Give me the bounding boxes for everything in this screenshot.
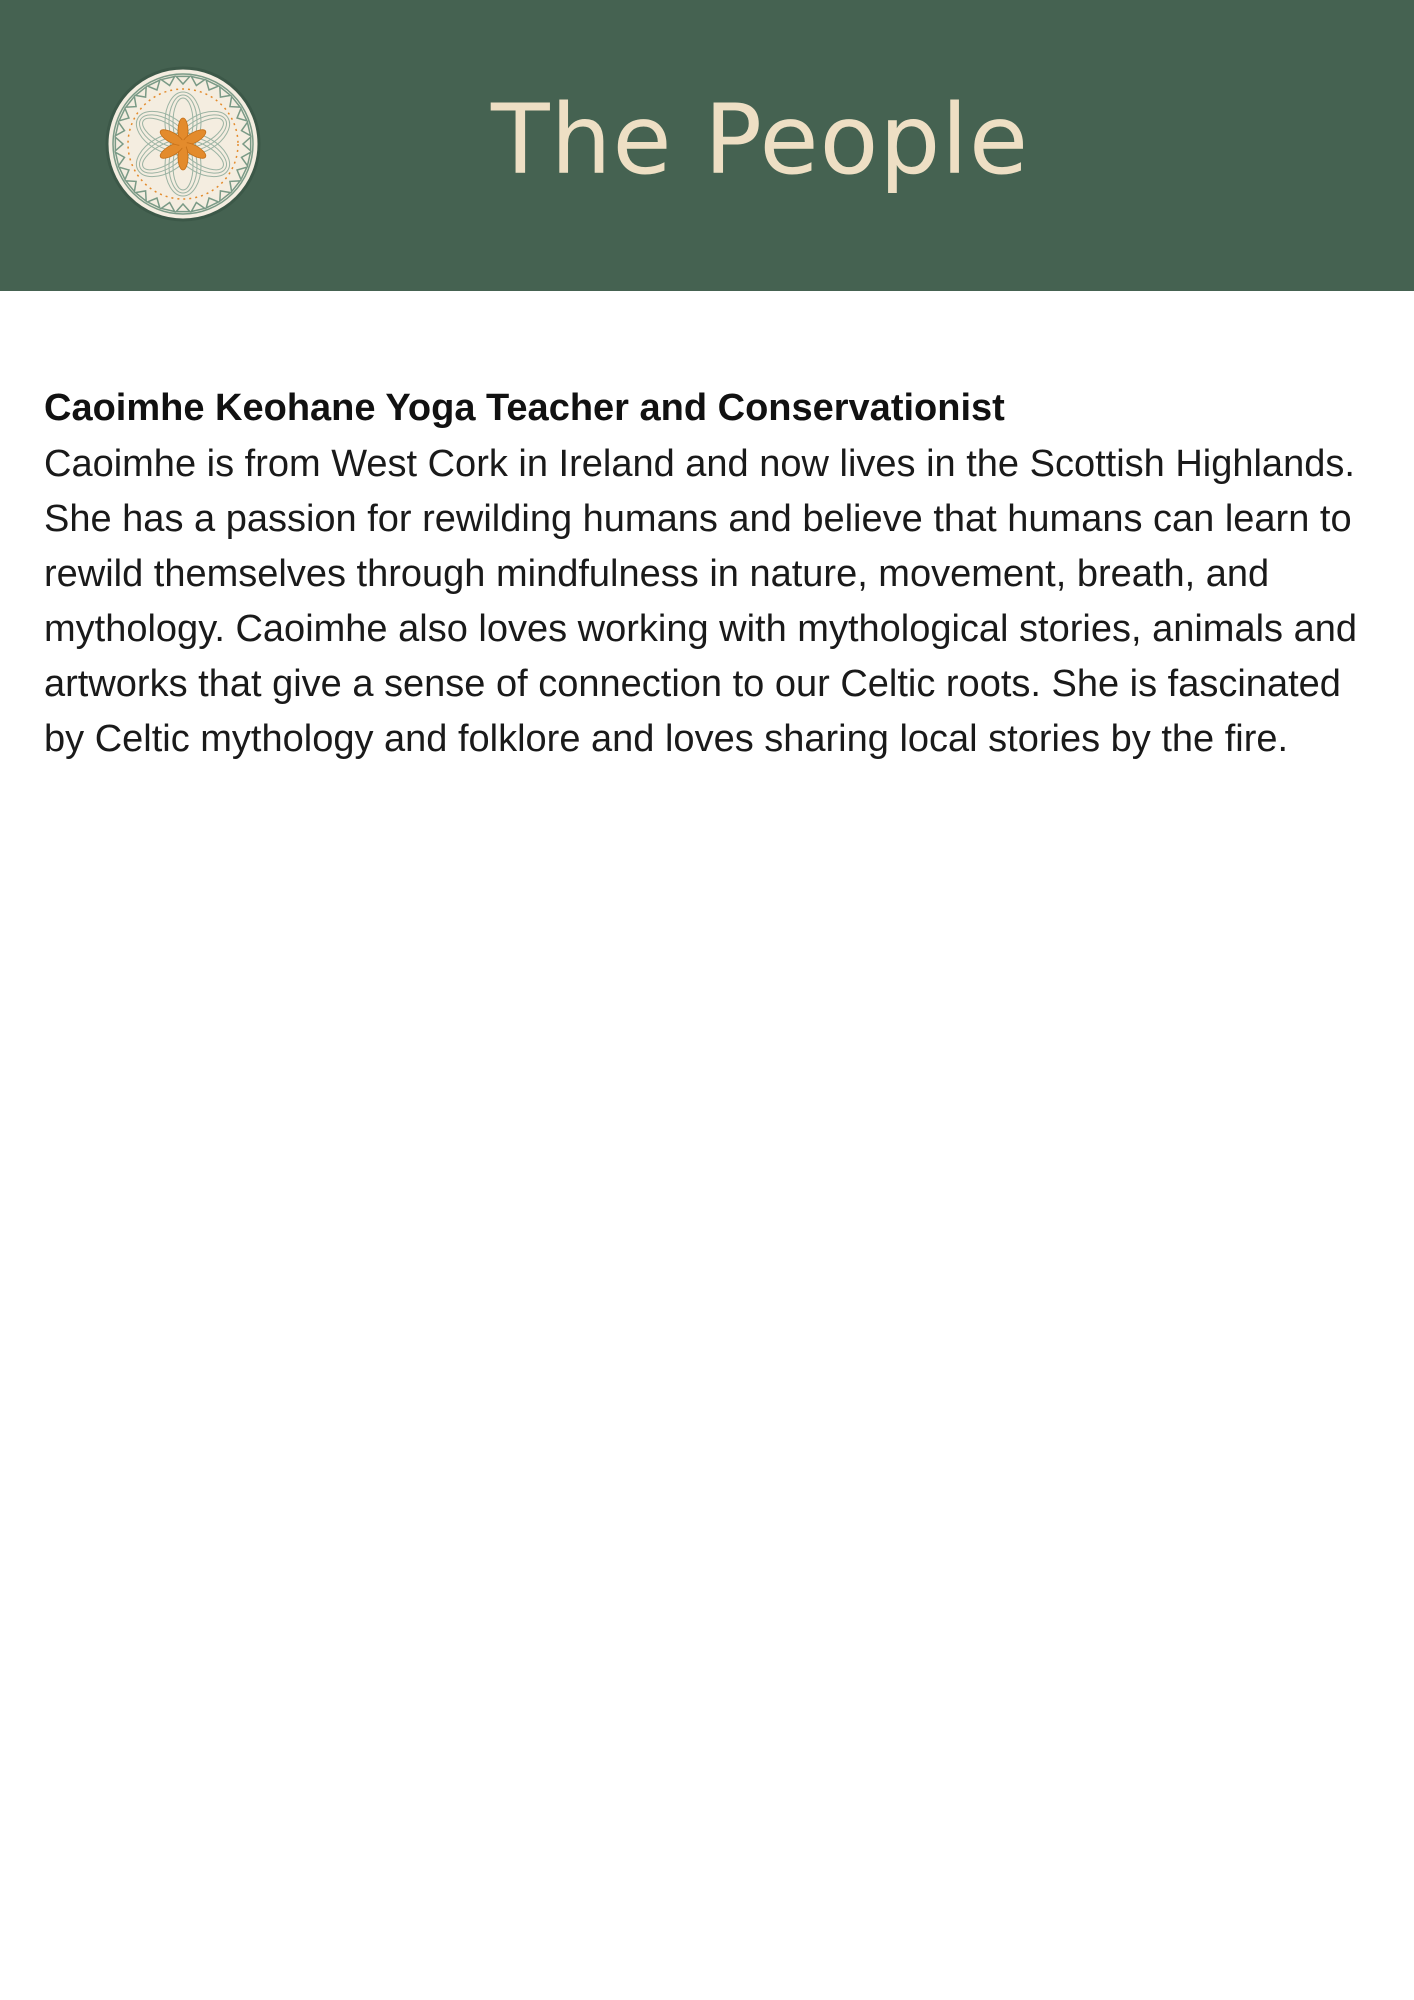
- person-bio: Caoimhe is from West Cork in Ireland and now lives in the Scottish Highlands. She has a passion for rewilding humans and believe that humans can learn to rewild themselves through mindfulness in nature, movement, breath, and mythology. Caoimhe also loves working with mythological stories, animals and artworks that give a sense of connection to our Celtic roots. She is fascinated by Celtic mythology and folklore and loves sharing local stories by the fire.: [44, 443, 1357, 760]
- people-section: [44, 383, 1374, 767]
- person-entry: [44, 383, 1374, 767]
- page-title: The People: [491, 84, 1029, 196]
- logo-graphic: [105, 66, 261, 222]
- mandala-flower-logo-icon: [105, 66, 261, 222]
- header-banner: [0, 0, 1414, 291]
- person-name-role: Caoimhe Keohane Yoga Teacher and Conservationist: [44, 387, 1005, 429]
